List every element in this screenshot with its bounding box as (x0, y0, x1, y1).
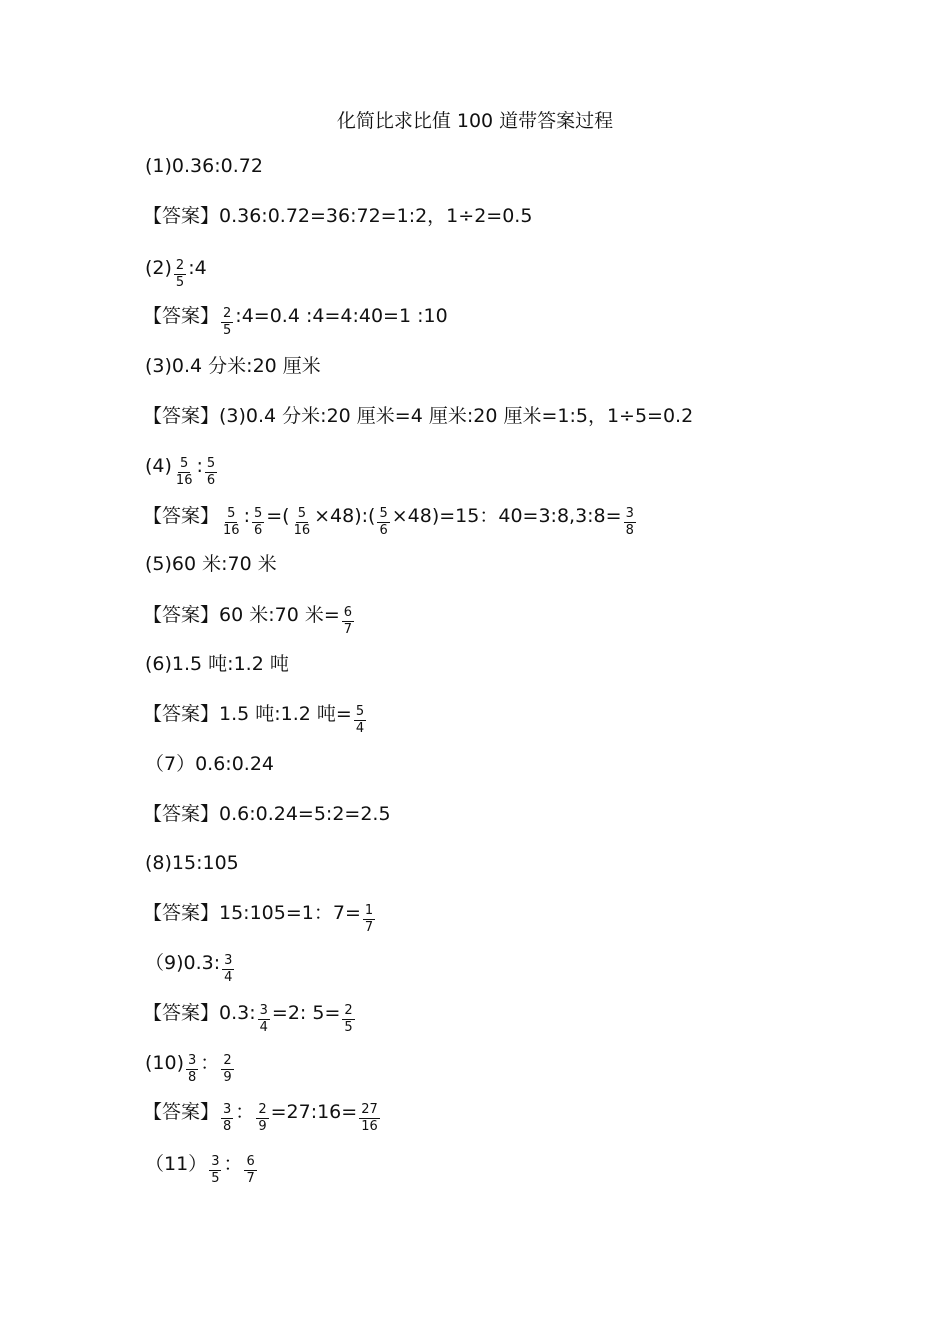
fraction (221, 1102, 233, 1135)
fraction (174, 456, 195, 489)
fraction (221, 506, 242, 539)
fraction-numerator: 3 (223, 1101, 232, 1117)
text-segment: 【答案】 (143, 505, 220, 527)
fraction (359, 1102, 380, 1135)
fraction-denominator: 16 (293, 522, 311, 538)
fraction-numerator: 3 (224, 952, 233, 968)
fraction-denominator: 8 (625, 522, 634, 538)
fraction (221, 306, 233, 339)
fraction-numerator: 2 (223, 305, 232, 321)
question-line (145, 246, 207, 290)
fraction-numerator: 5 (297, 505, 306, 521)
fraction (221, 1053, 233, 1086)
fraction-numerator: 5 (379, 505, 388, 521)
text-segment: （11） (145, 1153, 208, 1175)
question-line (145, 1041, 236, 1085)
fraction-denominator: 5 (175, 274, 185, 290)
text-segment: =2: 5= (271, 1002, 341, 1024)
fraction-numerator: 3 (211, 1153, 220, 1169)
text-segment: :4 (188, 257, 207, 279)
fraction (186, 1053, 198, 1086)
fraction (256, 1102, 268, 1135)
text-segment: ： (200, 1052, 220, 1074)
fraction (377, 506, 389, 539)
fraction-numerator: 5 (355, 703, 365, 719)
text-segment: 【答案】(3)0.4 分米:20 厘米=4 厘米:20 厘米=1:5，1÷5=0.2 (143, 405, 694, 427)
fraction-denominator: 7 (364, 919, 374, 935)
fraction-numerator: 2 (344, 1002, 353, 1018)
fraction (354, 704, 366, 737)
text-segment: (4) (145, 455, 172, 477)
answer-line (143, 991, 357, 1035)
fraction-denominator: 5 (223, 322, 232, 338)
fraction-numerator: 3 (625, 505, 634, 521)
fraction-denominator: 9 (223, 1069, 232, 1085)
fraction-denominator: 16 (223, 522, 240, 538)
fraction-numerator: 5 (227, 505, 236, 521)
text-segment: 【答案】0.3: (143, 1002, 256, 1024)
fraction (363, 903, 375, 936)
fraction-numerator: 27 (361, 1101, 378, 1117)
text-segment: (10) (145, 1052, 185, 1074)
answer-line (143, 593, 356, 637)
fraction (252, 506, 264, 539)
question-line (145, 841, 239, 885)
text-segment: =( (266, 505, 290, 527)
answer-line (143, 891, 377, 935)
text-segment: : (196, 455, 203, 477)
fraction-denominator: 4 (259, 1019, 268, 1035)
fraction (244, 1154, 256, 1187)
fraction-denominator: 6 (206, 472, 216, 488)
fraction (209, 1154, 221, 1187)
fraction (342, 1003, 354, 1036)
answer-line (143, 494, 638, 538)
fraction-numerator: 5 (206, 455, 216, 471)
question-line (145, 941, 236, 985)
fraction-denominator: 6 (253, 522, 263, 538)
answer-line (143, 692, 368, 736)
fraction (342, 605, 354, 638)
question-line (145, 642, 289, 686)
fraction-numerator: 6 (343, 604, 353, 620)
text-segment: ×48):( (314, 505, 376, 527)
fraction-denominator: 7 (246, 1170, 255, 1186)
text-segment: (8)15:105 (145, 852, 239, 874)
text-segment: (2) (145, 257, 172, 279)
text-segment: 【答案】0.6:0.24=5:2=2.5 (143, 803, 391, 825)
text-segment: 【答案】 (143, 1101, 220, 1123)
fraction (624, 506, 636, 539)
fraction-denominator: 8 (223, 1118, 232, 1134)
text-segment: (3)0.4 分米:20 厘米 (145, 355, 321, 377)
text-segment: (5)60 米:70 米 (145, 553, 277, 575)
question-line (145, 542, 277, 586)
fraction-numerator: 5 (180, 455, 189, 471)
fraction-numerator: 3 (188, 1052, 197, 1068)
answer-line (143, 194, 532, 238)
fraction-numerator: 6 (246, 1153, 255, 1169)
fraction-denominator: 4 (224, 969, 233, 985)
fraction-denominator: 4 (355, 720, 365, 736)
fraction-denominator: 5 (211, 1170, 220, 1186)
answer-line (143, 1090, 382, 1134)
text-segment: (6)1.5 吨:1.2 吨 (145, 653, 289, 675)
answer-line (143, 792, 391, 836)
text-segment: : (243, 505, 250, 527)
fraction-denominator: 7 (343, 621, 353, 637)
fraction (222, 953, 234, 986)
fraction-denominator: 5 (344, 1019, 353, 1035)
text-segment: 【答案】 (143, 305, 220, 327)
fraction-denominator: 8 (188, 1069, 197, 1085)
text-segment: ： (235, 1101, 255, 1123)
text-segment: =27:16= (270, 1101, 358, 1123)
text-segment: 【答案】1.5 吨:1.2 吨= (143, 703, 352, 725)
fraction-numerator: 2 (175, 257, 185, 273)
fraction-numerator: 5 (253, 505, 263, 521)
answer-line (143, 294, 448, 338)
question-line (145, 344, 321, 388)
fraction-denominator: 9 (258, 1118, 267, 1134)
page-title: 化简比求比值 100 道带答案过程 (336, 110, 614, 132)
answer-line (143, 394, 693, 438)
question-line (145, 144, 263, 188)
text-segment: (1)0.36:0.72 (145, 155, 263, 177)
question-line (145, 444, 219, 488)
question-line (145, 742, 274, 786)
fraction-denominator: 16 (361, 1118, 378, 1134)
fraction (174, 258, 186, 291)
text-segment: ： (223, 1153, 243, 1175)
text-segment: 【答案】60 米:70 米= (143, 604, 340, 626)
text-segment: （7）0.6:0.24 (145, 753, 275, 775)
fraction (258, 1003, 270, 1036)
fraction-numerator: 3 (259, 1002, 268, 1018)
fraction-numerator: 2 (258, 1101, 267, 1117)
fraction-numerator: 1 (364, 902, 374, 918)
fraction-denominator: 16 (175, 472, 193, 488)
question-line (145, 1142, 259, 1186)
text-segment: 【答案】0.36:0.72=36:72=1:2，1÷2=0.5 (143, 205, 533, 227)
text-segment: ×48)=15：40=3:8,3:8= (391, 505, 622, 527)
fraction (205, 456, 217, 489)
text-segment: :4=0.4 :4=4:40=1 :10 (235, 305, 448, 327)
fraction (292, 506, 313, 539)
fraction-numerator: 2 (223, 1052, 232, 1068)
fraction-denominator: 6 (379, 522, 388, 538)
text-segment: 【答案】15:105=1：7= (143, 902, 361, 924)
text-segment: （9)0.3: (145, 952, 221, 974)
